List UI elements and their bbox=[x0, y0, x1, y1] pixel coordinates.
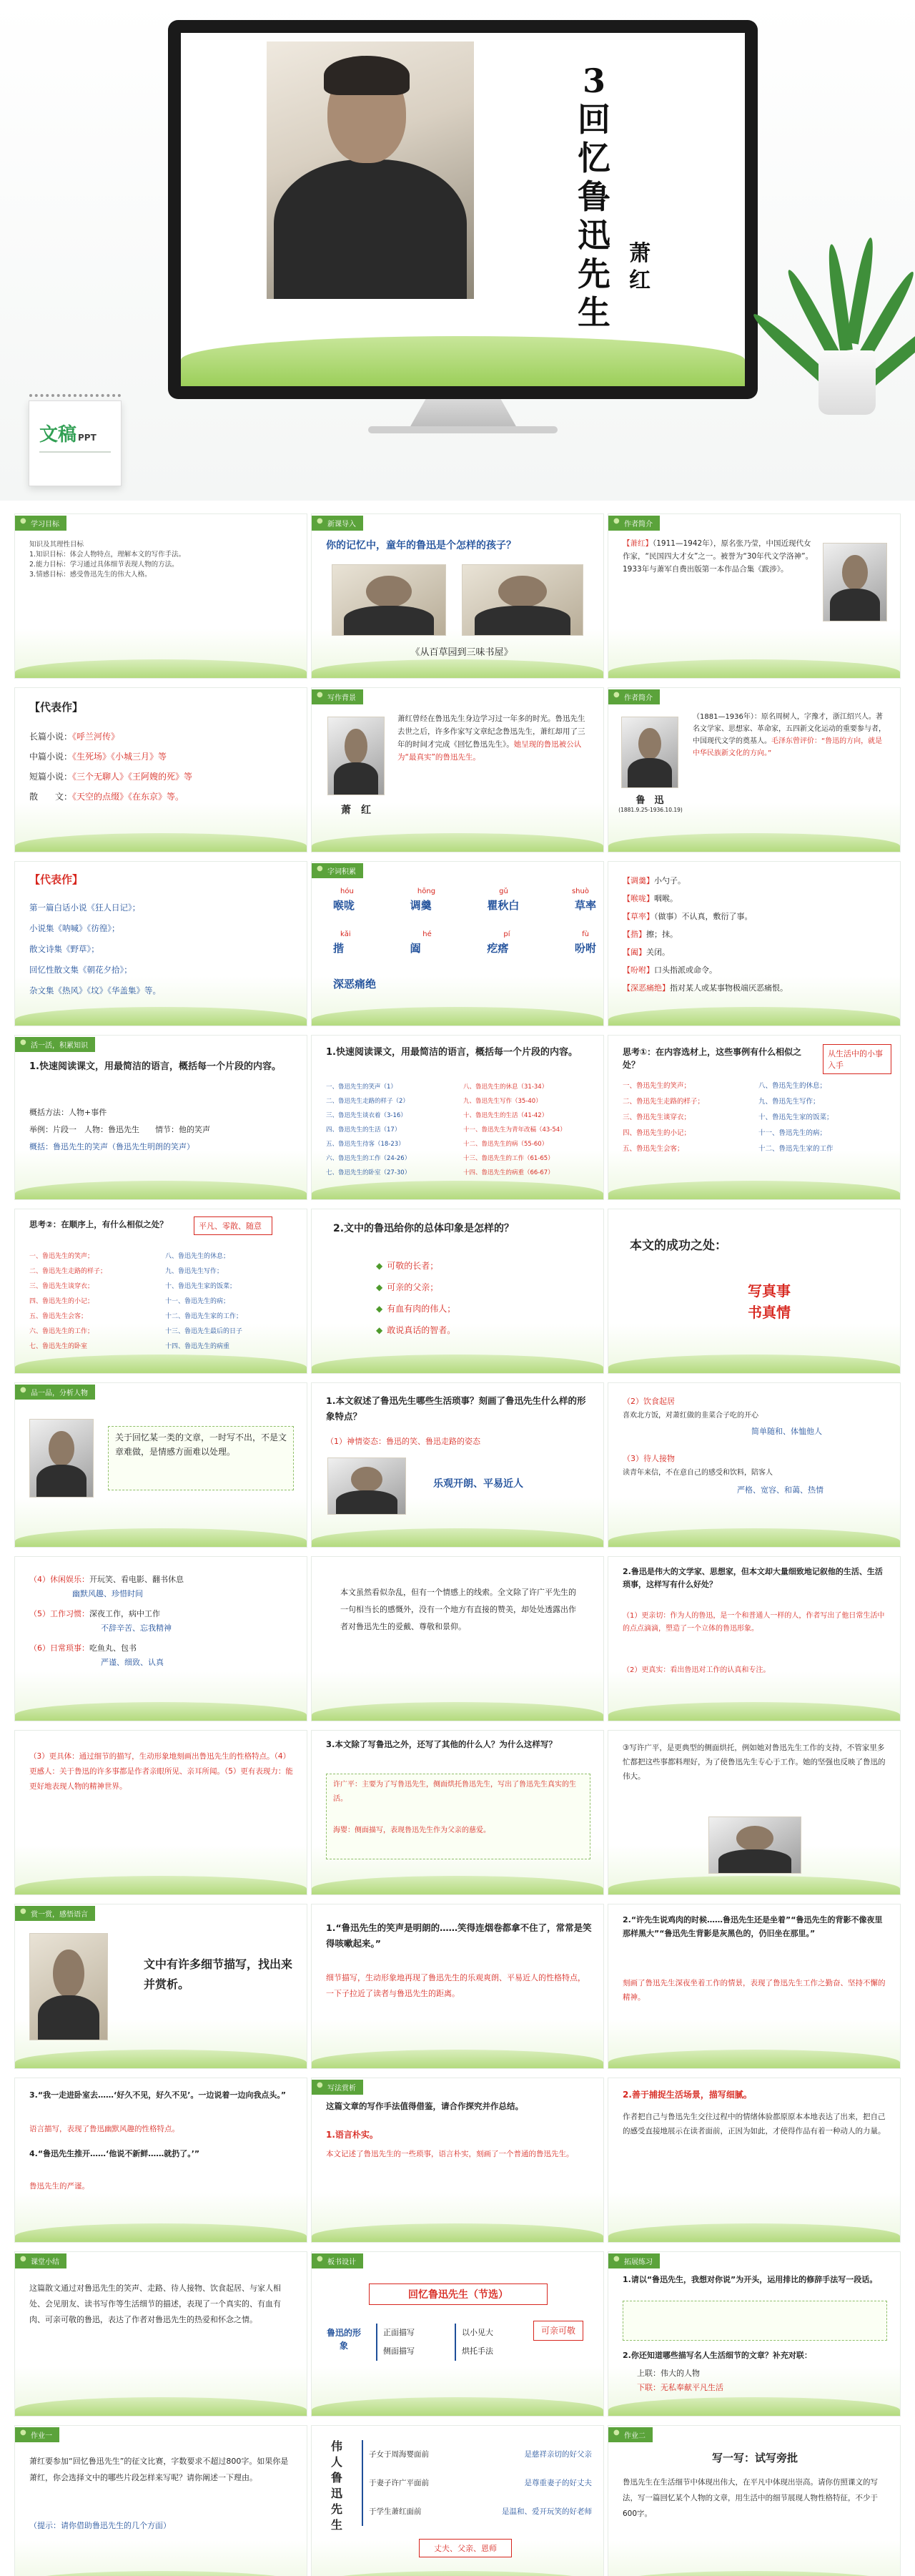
check-icon: ◆ bbox=[376, 1325, 383, 1335]
slide-tag: ● 活一活，积累知识 bbox=[15, 1037, 95, 1052]
slide-emotion-line[interactable]: 本文虽然看似杂乱，但有一个情感上的线索。全文除了许广平先生的一句相当长的感慨外，没有一个地方有直接的赞美，却处处透露出作者对鲁迅先生的爱戴、尊敬和景仰。 bbox=[311, 1556, 604, 1721]
slide-xiaohong-works[interactable]: 【代表作】 长篇小说：《呼兰河传》 中篇小说：《生死场》《小城三月》等 短篇小说：《三个无聊人》《王阿嫂的死》等 散 文：《天空的点缀》《在东京》等。 bbox=[14, 687, 307, 852]
slide-think-1[interactable]: 思考①：在内容选材上，这些事例有什么相似之处？ 从生活中的小事入手 一、鲁迅先生的笑声； 二、鲁迅先生走路的样子； 三、鲁迅先生谈穿衣； 四、鲁迅先生的小记； 五、鲁迅先生会客； 八、鲁迅先生的休息； 九、鲁迅先生写作； 十、鲁迅先生家的饭菜； 十一、鲁迅先生的病； 十二、鲁迅先生家的工作 bbox=[608, 1035, 901, 1200]
check-icon: ◆ bbox=[376, 1282, 383, 1292]
slide-roles[interactable]: 伟 人 鲁 迅 先 生 子女于周海婴面前 是慈祥亲切的好父亲 于妻子许广平面前 是尊重妻子的好丈夫 于学生萧红面前 是温和、爱开玩笑的好老师 丈夫、父亲、恩师 bbox=[311, 2425, 604, 2576]
check-icon: ◆ bbox=[376, 1261, 383, 1271]
slide-detail-laugh[interactable]: 1.“鲁迅先生的笑声是明朗的……笑得连烟卷都拿不住了，常常是笑得咳嗽起来。” 细节描写，生动形象地再现了鲁迅先生的乐观爽朗、平易近人的性格特点，一下子拉近了读者与鲁迅先生的距离。 bbox=[311, 1904, 604, 2069]
portrait-photo bbox=[267, 41, 474, 299]
slide-reading-answers[interactable]: 1.快速阅读课文，用最简洁的语言，概括每一个片段的内容。 一、鲁迅先生的笑声（1） 二、鲁迅先生走路的样子（2） 三、鲁迅先生谈衣着（3-16） 四、鲁迅先生的生活（17） 五、鲁迅先生待客（18-23） 六、鲁迅先生的工作（24-26） 七、鲁迅先生的卧室（27-30） 八、鲁迅先生的休息（31-34） 九、鲁迅先生写作（35-40） 十、鲁迅先生的生活（41-42） 十一、鲁迅先生为青年改稿（43-54） 十二、鲁迅先生的病（55-60） 十三、鲁迅先生的工作（61-65） 十四、鲁迅先生的病重（66-67） bbox=[311, 1035, 604, 1200]
check-icon: ◆ bbox=[376, 1304, 383, 1314]
monitor-screen bbox=[181, 33, 745, 386]
author-portrait bbox=[327, 717, 385, 795]
theme-box: 可亲可敬 bbox=[533, 2321, 583, 2341]
monitor-stand bbox=[410, 399, 517, 428]
author-portrait bbox=[823, 543, 887, 621]
author-portrait bbox=[621, 717, 678, 788]
slide-author-luxun[interactable]: ● 作者简介 鲁 迅 (1881.9.25-1936.10.19) （1881—1936年）：原名周树人，字豫才，浙江绍兴人。著名文学家、思想家、革命家，五四新文化运动的重要参与者，中国现代文学的奠基人。毛泽东曾评价：“鲁迅的方向，就是中华民族新文化的方向。” bbox=[608, 687, 901, 852]
slide-xu-guangping[interactable]: ③写许广平，是更典型的侧面烘托，例如她对鲁迅先生工作的支持，不管家里多忙都把这些事都料理好，为了使鲁迅先生专心于工作。她的坚强也反映了鲁迅的伟大。 bbox=[608, 1730, 901, 1895]
slide-intro[interactable] bbox=[311, 513, 604, 679]
slide-author-xiaohong[interactable]: ● 作者简介 【萧红】（1911—1942年），原名张乃莹，中国近现代女作家，“民国四大才女”之一。被誉为“30年代文学洛神”。1933年与萧军自费出版第一本作品合集《跋涉》。 bbox=[608, 513, 901, 679]
author-portrait bbox=[29, 1419, 94, 1498]
monitor-base bbox=[368, 426, 558, 433]
slide-leisure-work[interactable]: （4）休闲娱乐：开玩笑、看电影、翻书休息 幽默风趣、珍惜时间 （5）工作习惯：深夜工作，病中工作 不辞辛苦、忘我精神 （6）日常琐事：吃鱼丸、包书 严谨、细致、认真 bbox=[14, 1556, 307, 1721]
photo bbox=[327, 1457, 406, 1515]
slide-tag: ● 课堂小结 bbox=[15, 2253, 66, 2268]
slide-question: 你的记忆中，童年的鲁迅是个怎样的孩子？ bbox=[326, 540, 516, 551]
slide-tag: ● 写作背景 bbox=[312, 689, 363, 704]
grass-decoration bbox=[181, 336, 745, 386]
slide-homework-1[interactable]: ● 作业一 萧红要参加“回忆鲁迅先生”的征文比赛，字数要求不超过800字。如果你是萧红，你会选择文中的哪些片段怎样来写呢？请你阐述一下理由。 （提示：请你借助鲁迅先生的几个方面） bbox=[14, 2425, 307, 2576]
slide-tag: ● 板书设计 bbox=[312, 2253, 363, 2268]
slide-background[interactable]: ● 写作背景 萧 红 萧红曾经在鲁迅先生身边学习过一年多的时光。鲁迅先生去世之后，许多作家写文章纪念鲁迅先生，萧红却用了三年的时间才完成《回忆鲁迅先生》。她呈现的鲁迅被公认为“最真实”的鲁迅先生。 bbox=[311, 687, 604, 852]
plant-decoration bbox=[790, 215, 904, 415]
slide-daily-life[interactable]: （2）饮食起居 喜欢北方饭，对萧红做的韭菜合子吃的开心 简单随和、体恤他人 （3）待人接物 读青年来信，不在意自己的感受和饮料，陪客人 严格、宽容、和蔼、热情 bbox=[608, 1382, 901, 1548]
slide-detail-language[interactable]: 3.“我一走进卧室去……‘好久不见，好久不见’。一边说着一边向我点头。” 语言描写，表现了鲁迅幽默风趣的性格特点。 4.“鲁迅先生推开……‘他说不新鲜……就扔了。’” 鲁迅先生的严谨。 bbox=[14, 2078, 307, 2243]
slide-benefits[interactable]: 2.鲁迅是伟大的文学家、思想家，但本文却大量细致地记叙他的生活、生活琐事，这样写有什么好处？ （1）更亲切：作为人的鲁迅，是一个和普通人一样的人，作者写出了他日常生活中的点点滴滴，塑造了一个立体的鲁迅形象。 （2）更真实：看出鲁迅对工作的认真和专注。 bbox=[608, 1556, 901, 1721]
slide-capture-scenes[interactable]: 2.善于捕捉生活场景，描写细腻。 作者把自己与鲁迅先生交往过程中的情绪体验都原原本本地表达了出来，把自己的感受直接地展示在读者面前，正因为如此，才使得作品有着一种动人的力量。 bbox=[608, 2078, 901, 2243]
slide-tag: ● 新课导入 bbox=[312, 516, 363, 531]
lesson-title: 3 回 忆 鲁 迅 先 生 bbox=[578, 62, 610, 332]
monitor bbox=[168, 20, 758, 399]
slide-tag: ● 字词积累 bbox=[312, 863, 363, 878]
slide-impression[interactable]: 2.文中的鲁迅给你的总体印象是怎样的？ ◆ 可敬的长者； ◆ 可亲的父亲； ◆ 有血有肉的伟人； ◆ 敢说真话的智者。 bbox=[311, 1209, 604, 1374]
slide-trivial-events[interactable]: 1.本文叙述了鲁迅先生哪些生活琐事？刻画了鲁迅先生什么样的形象特点？ （1）神情姿态：鲁迅的笑、鲁迅走路的姿态 乐观开朗、平易近人 bbox=[311, 1382, 604, 1548]
summary-box: 丈夫、父亲、恩师 bbox=[419, 2539, 512, 2557]
slide-detail-night[interactable]: 2.“许先生说鸡肉的时候……鲁迅先生还是坐着”“鲁迅先生的背影不像夜里那样黑大”“鲁迅先生背影是灰黑色的，仍旧坐在那里。” 刻画了鲁迅先生深夜坐着工作的情景，表现了鲁迅先生工作之勤奋、坚持不懈的精神。 bbox=[608, 1904, 901, 2069]
slide-more-benefits[interactable]: （3）更具体：通过细节的描写，生动形象地刻画出鲁迅先生的性格特点。（4）更感人：关于鲁迅的许多事都是作者亲眼所见、亲耳所闻。（5）更有表现力：能更好地表现人物的精神世界。 bbox=[14, 1730, 307, 1895]
illustration-image bbox=[462, 564, 583, 636]
slide-reading-task[interactable]: ● 活一活，积累知识 1.快速阅读课文，用最简洁的语言，概括每一个片段的内容。 概括方法：人物+事件 举例：片段一 人物：鲁迅先生 情节：他的笑声 概括：鲁迅先生的笑声（鲁迅先生明朗的笑声） bbox=[14, 1035, 307, 1200]
hero-banner bbox=[0, 0, 915, 501]
lesson-author: 萧 红 bbox=[629, 241, 651, 293]
slide-think-2[interactable]: 思考②：在顺序上，有什么相似之处？ 平凡、零散、随意 一、鲁迅先生的笑声； 二、鲁迅先生走路的样子； 三、鲁迅先生谈穿衣； 四、鲁迅先生的小记； 五、鲁迅先生会客； 六、鲁迅先生的工作； 七、鲁迅先生的卧室 八、鲁迅先生的休息； 九、鲁迅先生写作； 十、鲁迅先生家的饭菜； 十一、鲁迅先生的病； 十二、鲁迅先生家的工作； 十三、鲁迅先生最后的日子 十四、鲁迅先生的病重 bbox=[14, 1209, 307, 1374]
slide-heading: 【代表作】 bbox=[29, 701, 84, 714]
slide-luxun-works[interactable]: 【代表作】 第一篇白话小说《狂人日记》； 小说集《呐喊》《彷徨》； 散文诗集《野草》； 回忆性散文集《朝花夕拾》； 杂文集《热风》《坟》《华盖集》等。 bbox=[14, 861, 307, 1026]
illustration-image bbox=[29, 1933, 108, 2040]
slide-other-characters[interactable]: 3.本文除了写鲁迅之外，还写了其他的什么人？为什么这样写？ 许广平：主要为了写鲁迅先生，侧面烘托鲁迅先生，写出了鲁迅先生真实的生活。 海婴：侧面描写，表现鲁迅先生作为父亲的慈爱。 bbox=[311, 1730, 604, 1895]
slide-tag: ● 作者简介 bbox=[608, 516, 660, 531]
slide-tag: ● 作业二 bbox=[608, 2427, 653, 2442]
illustration-image bbox=[332, 564, 446, 636]
slide-success[interactable]: 本文的成功之处： 写真事 书真情 bbox=[608, 1209, 901, 1374]
slide-vocabulary[interactable]: ● 字词积累 hóu hōng gǔ shuò 喉咙 调羹 瞿秋白 草率 kǎi hé pí fù 揩 阖 疙瘩 吩咐 深恶痛绝 bbox=[311, 861, 604, 1026]
book-caption: 《从百草园到三味书屋》 bbox=[410, 647, 513, 658]
slide-summary[interactable]: ● 课堂小结 这篇散文通过对鲁迅先生的笑声、走路、待人接物、饮食起居、与家人相处、会见朋友、读书写作等生活细节的描述，表现了一个真实的、有血有肉、可亲可敬的鲁迅，表达了作者对鲁迅先生的热爱和怀念之情。 bbox=[14, 2251, 307, 2417]
slide-appreciate-language[interactable]: ● 赏一赏，感悟语言 文中有许多细节描写，找出来并赏析。 bbox=[14, 1904, 307, 2069]
slide-analyze-character[interactable]: ● 品一品，分析人物 关于回忆某一类的文章，一时写不出，不是文章难做，是情感方面难以处理。 bbox=[14, 1382, 307, 1548]
slide-word-meanings[interactable]: 【调羹】小勺子。 【喉咙】咽喉。 【草率】（做事）不认真，敷衍了事。 【揩】擦；抹。 【阖】关闭。 【吩咐】口头指派或命令。 【深恶痛绝】指对某人或某事物极端厌恶痛恨。 bbox=[608, 861, 901, 1026]
slide-tag: ● 品一品，分析人物 bbox=[15, 1385, 95, 1400]
slide-homework-2[interactable]: ● 作业二 写一写：试写旁批 鲁迅先生在生活细节中体现出伟大，在平凡中体现出崇高。请你仿照课文的写法，写一篇回忆某个人物的文章，用生活中的细节展现人物性格特征，不少于600字。 bbox=[608, 2425, 901, 2576]
photo bbox=[708, 1817, 801, 1874]
slide-tag: ● 写法赏析 bbox=[312, 2080, 363, 2095]
slide-tag: ● 作者简介 bbox=[608, 689, 660, 704]
slide-tag: ● 作业一 bbox=[15, 2427, 59, 2442]
slide-learning-goals[interactable]: ● 学习目标 知识及其理性目标 1.知识目标：体会人物特点，理解本文的写作手法。 2.能力目标：学习通过具体细节表现人物的方法。 3.情感目标：感受鲁迅先生的伟大人格。 bbox=[14, 513, 307, 679]
brand-logo: 文稿 PPT bbox=[29, 400, 122, 486]
slide-writing-technique[interactable]: ● 写法赏析 这篇文章的写作手法值得借鉴，请合作探究并作总结。 1.语言朴实。 本文记述了鲁迅先生的一些琐事，语言朴实，刻画了一个普通的鲁迅先生。 bbox=[311, 2078, 604, 2243]
slide-extension[interactable]: ● 拓展练习 1.请以“鲁迅先生，我想对你说”为开头，运用排比的修辞手法写一段话。 2.你还知道哪些描写名人生活细节的文章？补充对联： 上联：伟大的人物 下联：无私奉献平凡生活 bbox=[608, 2251, 901, 2417]
note-box: 从生活中的小事入手 bbox=[823, 1044, 891, 1074]
slide-tag: ● 学习目标 bbox=[15, 516, 66, 531]
note-box: 平凡、零散、随意 bbox=[194, 1216, 272, 1235]
slide-board-design[interactable]: ● 板书设计 回忆鲁迅先生（节选） 鲁迅的形象 正面描写 侧面描写 以小见大 烘托手法 可亲可敬 bbox=[311, 2251, 604, 2417]
slide-tag: ● 赏一赏，感悟语言 bbox=[15, 1906, 95, 1921]
slide-tag: ● 拓展练习 bbox=[608, 2253, 660, 2268]
